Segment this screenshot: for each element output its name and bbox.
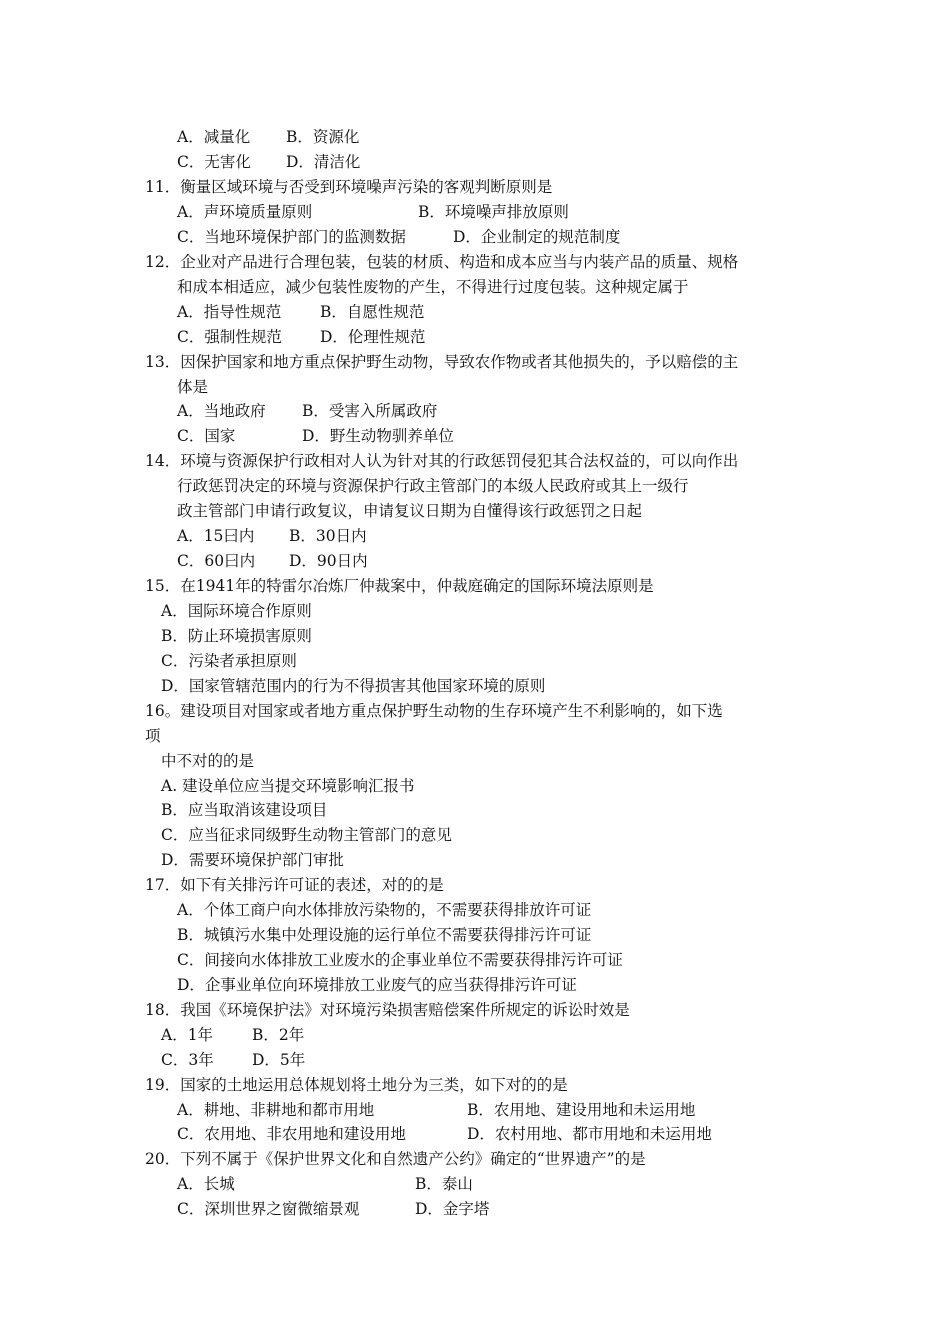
q11-stem: 11．衡量区域环境与否受到环境噪声污染的客观判断原则是 [145, 178, 553, 196]
q16-option-d: D．需要环境保护部门审批 [161, 851, 344, 869]
q19-stem: 19．国家的土地运用总体规划将土地分为三类，如下对的的是 [145, 1076, 568, 1094]
q13-option-d: D．野生动物驯养单位 [302, 427, 454, 445]
q15-option-d: D．国家管辖范围内的行为不得损害其他国家环境的原则 [161, 677, 546, 695]
q16-stem-line-2: 项 [145, 727, 161, 745]
q17-option-c: C．间接向水体排放工业废水的企事业单位不需要获得排污许可证 [177, 951, 623, 969]
q13-option-b: B．受害入所属政府 [302, 402, 438, 420]
q16-stem-line-1: 16。建设项目对国家或者地方重点保护野生动物的生存环境产生不利影响的，如下选 [145, 702, 723, 720]
q19-option-a: A．耕地、非耕地和都市用地 [177, 1101, 375, 1119]
q12-stem-line-1: 12．企业对产品进行合理包装，包装的材质、构造和成本应当与内装产品的质量、规格 [145, 253, 739, 271]
q18-stem: 18．我国《环境保护法》对环境污染损害赔偿案件所规定的诉讼时效是 [145, 1001, 630, 1019]
q17-option-a: A．个体工商户向水体排放污染物的，不需要获得排放许可证 [177, 901, 592, 919]
q20-option-c: C．深圳世界之窗微缩景观 [177, 1200, 360, 1218]
q15-option-c: C．污染者承担原则 [161, 652, 297, 670]
q10-option-c: C．无害化 [177, 153, 251, 171]
q15-option-b: B．防止环境损害原则 [161, 627, 312, 645]
q11-option-b: B．环境噪声排放原则 [418, 203, 569, 221]
q16-stem-line-3: 中不对的的是 [161, 752, 255, 770]
q16-option-a: A. 建设单位应当提交环境影响汇报书 [161, 777, 415, 795]
q17-stem: 17．如下有关排污许可证的表述，对的的是 [145, 876, 444, 894]
q17-option-b: B．城镇污水集中处理设施的运行单位不需要获得排污许可证 [177, 926, 592, 944]
q10-option-a: A．减量化 [177, 128, 251, 146]
q15-stem: 15．在1941年的特雷尔冶炼厂仲裁案中，仲裁庭确定的国际环境法原则是 [145, 577, 654, 595]
q20-stem: 20．下列不属于《保护世界文化和自然遗产公约》确定的“世界遗产”的是 [145, 1150, 646, 1168]
q14-option-b: B．30日内 [289, 527, 367, 545]
q14-stem-line-3: 政主管部门申请行政复议，申请复议日期为自懂得该行政惩罚之日起 [177, 502, 643, 520]
q20-option-a: A．长城 [177, 1175, 235, 1193]
q18-option-c: C．3年 [161, 1051, 214, 1069]
q10-option-d: D．清洁化 [286, 153, 361, 171]
q18-option-d: D．5年 [252, 1051, 306, 1069]
q13-stem-line-1: 13．因保护国家和地方重点保护野生动物，导致农作物或者其他损失的，予以赔偿的主 [145, 353, 739, 371]
q14-option-d: D．90日内 [289, 552, 368, 570]
q14-option-c: C．60曰内 [177, 552, 256, 570]
q14-stem-line-1: 14．环境与资源保护行政相对人认为针对其的行政惩罚侵犯其合法权益的，可以向作出 [145, 452, 739, 470]
q14-stem-line-2: 行政惩罚决定的环境与资源保护行政主管部门的本级人民政府或其上一级行 [177, 477, 689, 495]
q20-option-d: D．金字塔 [415, 1200, 490, 1218]
q16-option-c: C．应当征求同级野生动物主管部门的意见 [161, 826, 452, 844]
q15-option-a: A．国际环境合作原则 [161, 602, 312, 620]
q19-option-b: B．农用地、建设用地和未运用地 [467, 1101, 696, 1119]
q20-option-b: B．泰山 [415, 1175, 473, 1193]
q12-option-d: D．伦理性规范 [320, 328, 426, 346]
q12-option-c: C．强制性规范 [177, 328, 282, 346]
q11-option-c: C．当地环境保护部门的监测数据 [177, 228, 406, 246]
q13-option-c: C．国家 [177, 427, 236, 445]
q19-option-d: D．农村用地、都市用地和未运用地 [467, 1125, 712, 1143]
q12-stem-line-2: 和成本相适应，减少包装性废物的产生，不得进行过度包装。这种规定属于 [177, 278, 689, 296]
q18-option-b: B．2年 [252, 1026, 305, 1044]
q10-option-b: B．资源化 [286, 128, 360, 146]
q12-option-b: B．自愿性规范 [320, 303, 425, 321]
q18-option-a: A．1年 [161, 1026, 214, 1044]
q16-option-b: B．应当取消该建设项目 [161, 801, 328, 819]
q13-option-a: A．当地政府 [177, 402, 266, 420]
q12-option-a: A．指导性规范 [177, 303, 282, 321]
q13-stem-line-2: 体是 [177, 378, 209, 396]
q11-option-a: A．声环境质量原则 [177, 203, 313, 221]
q19-option-c: C．农用地、非农用地和建设用地 [177, 1125, 406, 1143]
q11-option-d: D．企业制定的规范制度 [453, 228, 621, 246]
q14-option-a: A．15曰内 [177, 527, 255, 545]
q17-option-d: D．企事业单位向环境排放工业废气的应当获得排污许可证 [177, 976, 577, 994]
